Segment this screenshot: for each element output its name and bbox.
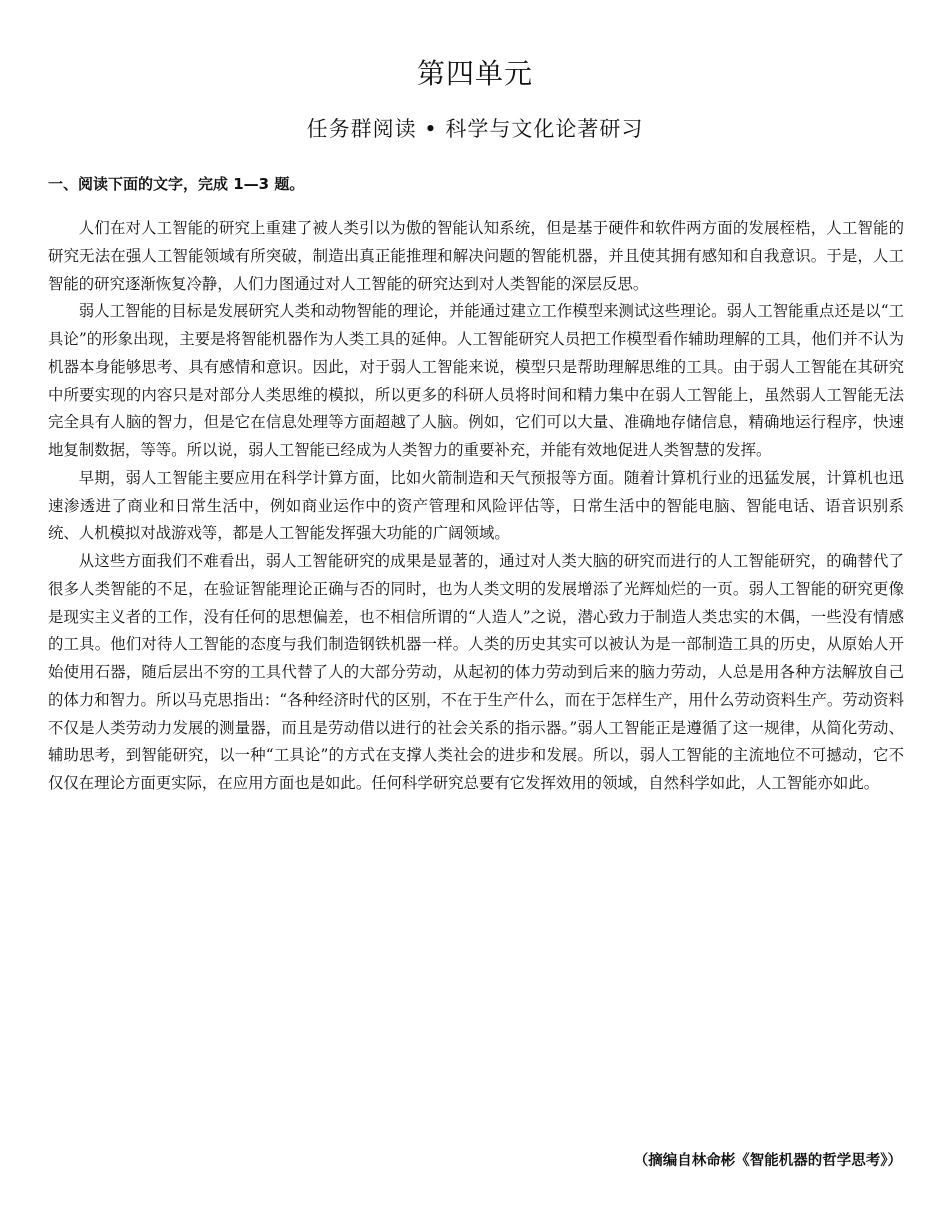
paragraph-2: 弱人工智能的目标是发展研究人类和动物智能的理论，并能通过建立工作模型来测试这些理论。弱人工智能重点还是以“工具论”的形象出现，主要是将智能机器作为人类工具的延伸。人工智能研究人员把工作模型看作辅助理解的工具，他们并不认为机器本身能够思考、具有感情和意识。因此，对于弱人工智能来说，模型只是帮助理解思维的工具。由于弱人工智能在其研究中所要实现的内容只是对部分人类思维的模拟，所以更多的科研人员将时间和精力集中在弱人工智能上，虽然弱人工智能无法完全具有人脑的智力，但是它在信息处理等方面超越了人脑。例如，它们可以大量、准确地存储信息，精确地运行程序，快速地复制数据，等等。所以说，弱人工智能已经成为人类智力的重要补充，并能有效地促进人类智慧的发挥。 (48, 302, 904, 459)
paragraph-1: 人们在对人工智能的研究上重建了被人类引以为傲的智能认知系统，但是基于硬件和软件两方面的发展桎梏，人工智能的研究无法在强人工智能领域有所突破，制造出真正能推理和解决问题的智能机器，并且使其拥有感知和自我意识。于是，人工智能的研究逐渐恢复冷静，人们力图通过对人工智能的研究达到对人类智能的深层反思。 (48, 219, 904, 293)
question-instruction: 一、阅读下面的文字，完成 1—3 题。 (48, 175, 305, 193)
unit-subtitle: 任务群阅读 • 科学与文化论著研习 (306, 117, 644, 141)
paragraph-3: 早期，弱人工智能主要应用在科学计算方面，比如火箭制造和天气预报等方面。随着计算机行业的迅猛发展，计算机也迅速渗透进了商业和日常生活中，例如商业运作中的资产管理和风险评估等，日常生活中的智能电脑、智能电话、语音识别系统、人机模拟对战游戏等，都是人工智能发挥强大功能的广阔领域。 (48, 468, 904, 543)
paragraph-4: 从这些方面我们不难看出，弱人工智能研究的成果是显著的，通过对人类大脑的研究而进行的人工智能研究，的确替代了很多人类智能的不足，在验证智能理论正确与否的同时，也为人类文明的发展增添了光辉灿烂的一页。弱人工智能的研究更像是现实主义者的工作，没有任何的思想偏差，也不相信所谓的“人造人”之说，潜心致力于制造人类忠实的木偶，一些没有情感的工具。他们对待人工智能的态度与我们制造钢铁机器一样。人类的历史其实可以被认为是一部制造工具的历史，从原始人开始使用石器，随后层出不穷的工具代替了人的大部分劳动，从起初的体力劳动到后来的脑力劳动，人总是用各种方法解放自己的体力和智力。所以马克思指出：“各种经济时代的区别，不在于生产什么，而在于怎样生产，用什么劳动资料生产。劳动资料不仅是人类劳动力发展的测量器，而且是劳动借以进行的社会关系的指示器。”弱人工智能正是遵循了这一规律，从简化劳动、辅助思考，到智能研究，以一种“工具论”的方式在支撑人类社会的进步和发展。所以，弱人工智能的主流地位不可撼动，它不仅仅在理论方面更实际，在应用方面也是如此。任何科学研究总要有它发挥效用的领域，自然科学如此，人工智能亦如此。 (48, 552, 904, 792)
unit-title: 第四单元 (416, 57, 533, 90)
source-citation: （摘编自林命彬《智能机器的哲学思考》） (633, 1153, 902, 1169)
reading-passage (48, 215, 904, 798)
